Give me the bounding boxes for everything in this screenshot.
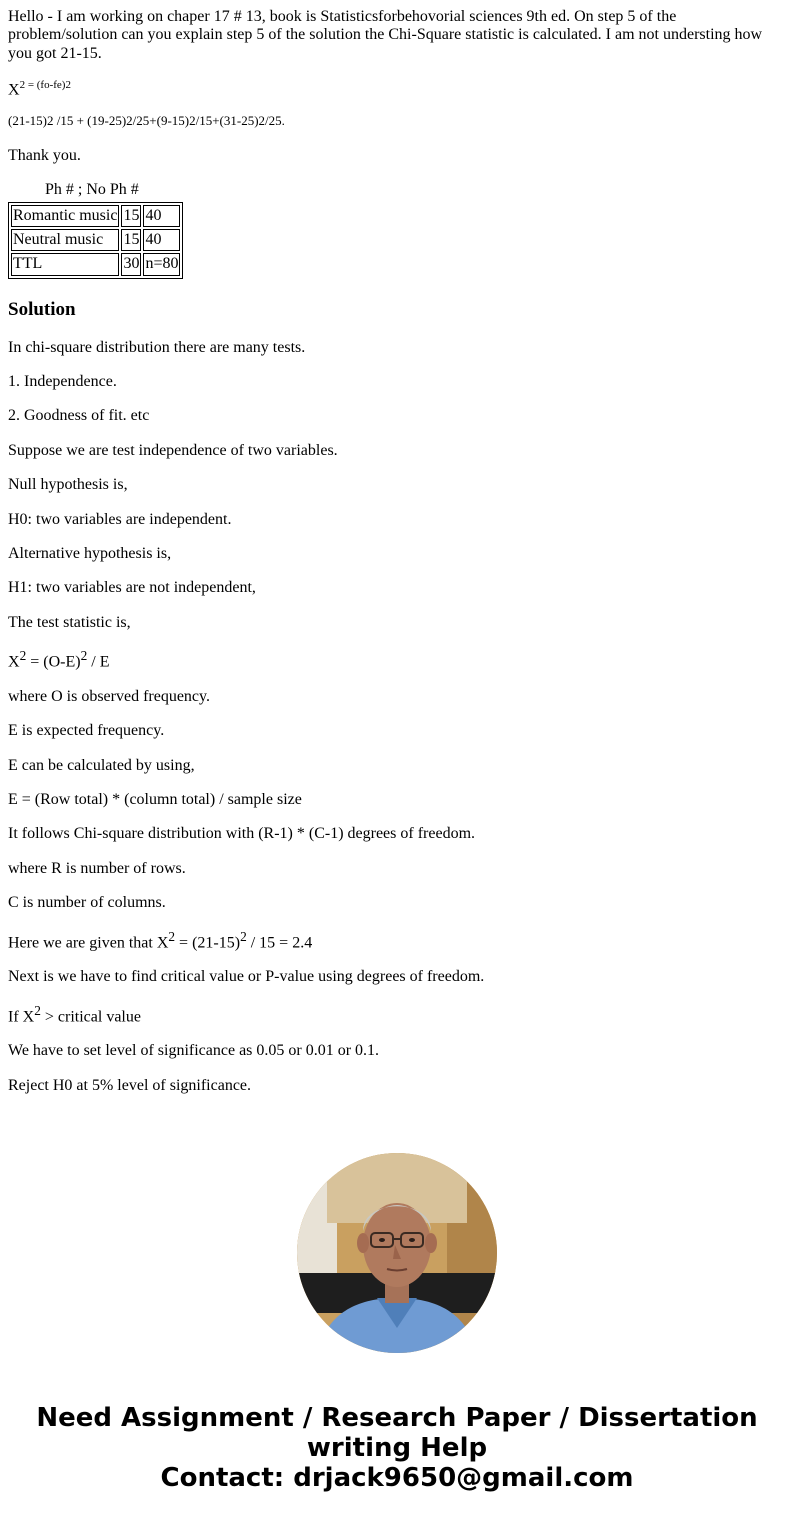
- solution-paragraph: In chi-square distribution there are many tests.: [8, 338, 306, 356]
- solution-paragraph: It follows Chi-square distribution with (R-1) * (C-1) degrees of freedom.: [8, 825, 476, 843]
- table-cell: 15: [121, 229, 141, 251]
- footer-contact: Contact: drjack9650@gmail.com: [160, 1463, 634, 1493]
- frequency-table: [8, 202, 183, 279]
- question-formula: $X^{2 = (fo-fe)2}$: [8, 79, 71, 99]
- test-statistic-formula: $X^2 = (O-E)^2 / E$: [8, 648, 110, 671]
- table-caption: Ph # ; No Ph #: [45, 181, 139, 199]
- solution-paragraph: Reject H0 at 5% level of significance.: [8, 1076, 252, 1094]
- question-expression: (21-15)2 /15 + (19-25)2/25+(9-15)2/15+(31-25)2/25.: [8, 112, 285, 128]
- solution-paragraph: The test statistic is,: [8, 613, 131, 631]
- table-cell: 30: [121, 253, 141, 275]
- solution-paragraph: H1: two variables are not independent,: [8, 579, 256, 597]
- table-cell: Neutral music: [11, 229, 119, 251]
- solution-paragraph: E is expected frequency.: [8, 722, 165, 740]
- table-cell: 40: [143, 229, 180, 251]
- solution-paragraph: Alternative hypothesis is,: [8, 544, 172, 562]
- table-cell: 15: [121, 205, 141, 227]
- table-row: [11, 205, 180, 227]
- solution-paragraph: Suppose we are test independence of two variables.: [8, 441, 338, 459]
- solution-paragraph: We have to set level of significance as 0.05 or 0.01 or 0.1.: [8, 1042, 380, 1060]
- question-intro: Hello - I am working on chaper 17 # 13, book is Statisticsforbehovorial sciences 9th ed. On step 5 of the problem/solution can you explain step 5 of the solution the Chi-Square statistic is calculated. I am not understing how you got 21-15.: [8, 8, 763, 62]
- decision-rule: If $X^2$ > critical value: [8, 1002, 141, 1026]
- solution-paragraph: where R is number of rows.: [8, 859, 186, 877]
- table-row: [11, 253, 180, 275]
- given-statistic: Here we are given that $X^2 = (21-15)^2 / 15 = 2.4$: [8, 928, 313, 951]
- question-thanks: Thank you.: [8, 146, 81, 164]
- solution-paragraph: 2. Goodness of fit. etc: [8, 407, 150, 425]
- table-cell: 40: [143, 205, 180, 227]
- solution-paragraph: 1. Independence.: [8, 373, 117, 391]
- footer-line: Need Assignment / Research Paper / Dissertation: [36, 1403, 758, 1433]
- solution-heading: Solution: [8, 298, 76, 320]
- solution-paragraph: H0: two variables are independent.: [8, 510, 232, 528]
- table-cell: n=80: [143, 253, 180, 275]
- solution-paragraph: Next is we have to find critical value or P-value using degrees of freedom.: [8, 968, 485, 986]
- portrait-illustration: [297, 1153, 497, 1353]
- solution-paragraph: E = (Row total) * (column total) / sample size: [8, 791, 302, 809]
- solution-paragraph: C is number of columns.: [8, 894, 166, 912]
- solution-paragraph: where O is observed frequency.: [8, 687, 210, 705]
- solution-paragraph: E can be calculated by using,: [8, 756, 195, 774]
- footer-line: writing Help: [306, 1433, 488, 1463]
- solution-paragraph: Null hypothesis is,: [8, 476, 128, 494]
- avatar-photo: [297, 1153, 497, 1353]
- table-cell: TTL: [11, 253, 119, 275]
- author-avatar: [297, 1153, 497, 1353]
- table-cell: Romantic music: [11, 205, 119, 227]
- footer-banner: [0, 1403, 794, 1493]
- table-row: [11, 229, 180, 251]
